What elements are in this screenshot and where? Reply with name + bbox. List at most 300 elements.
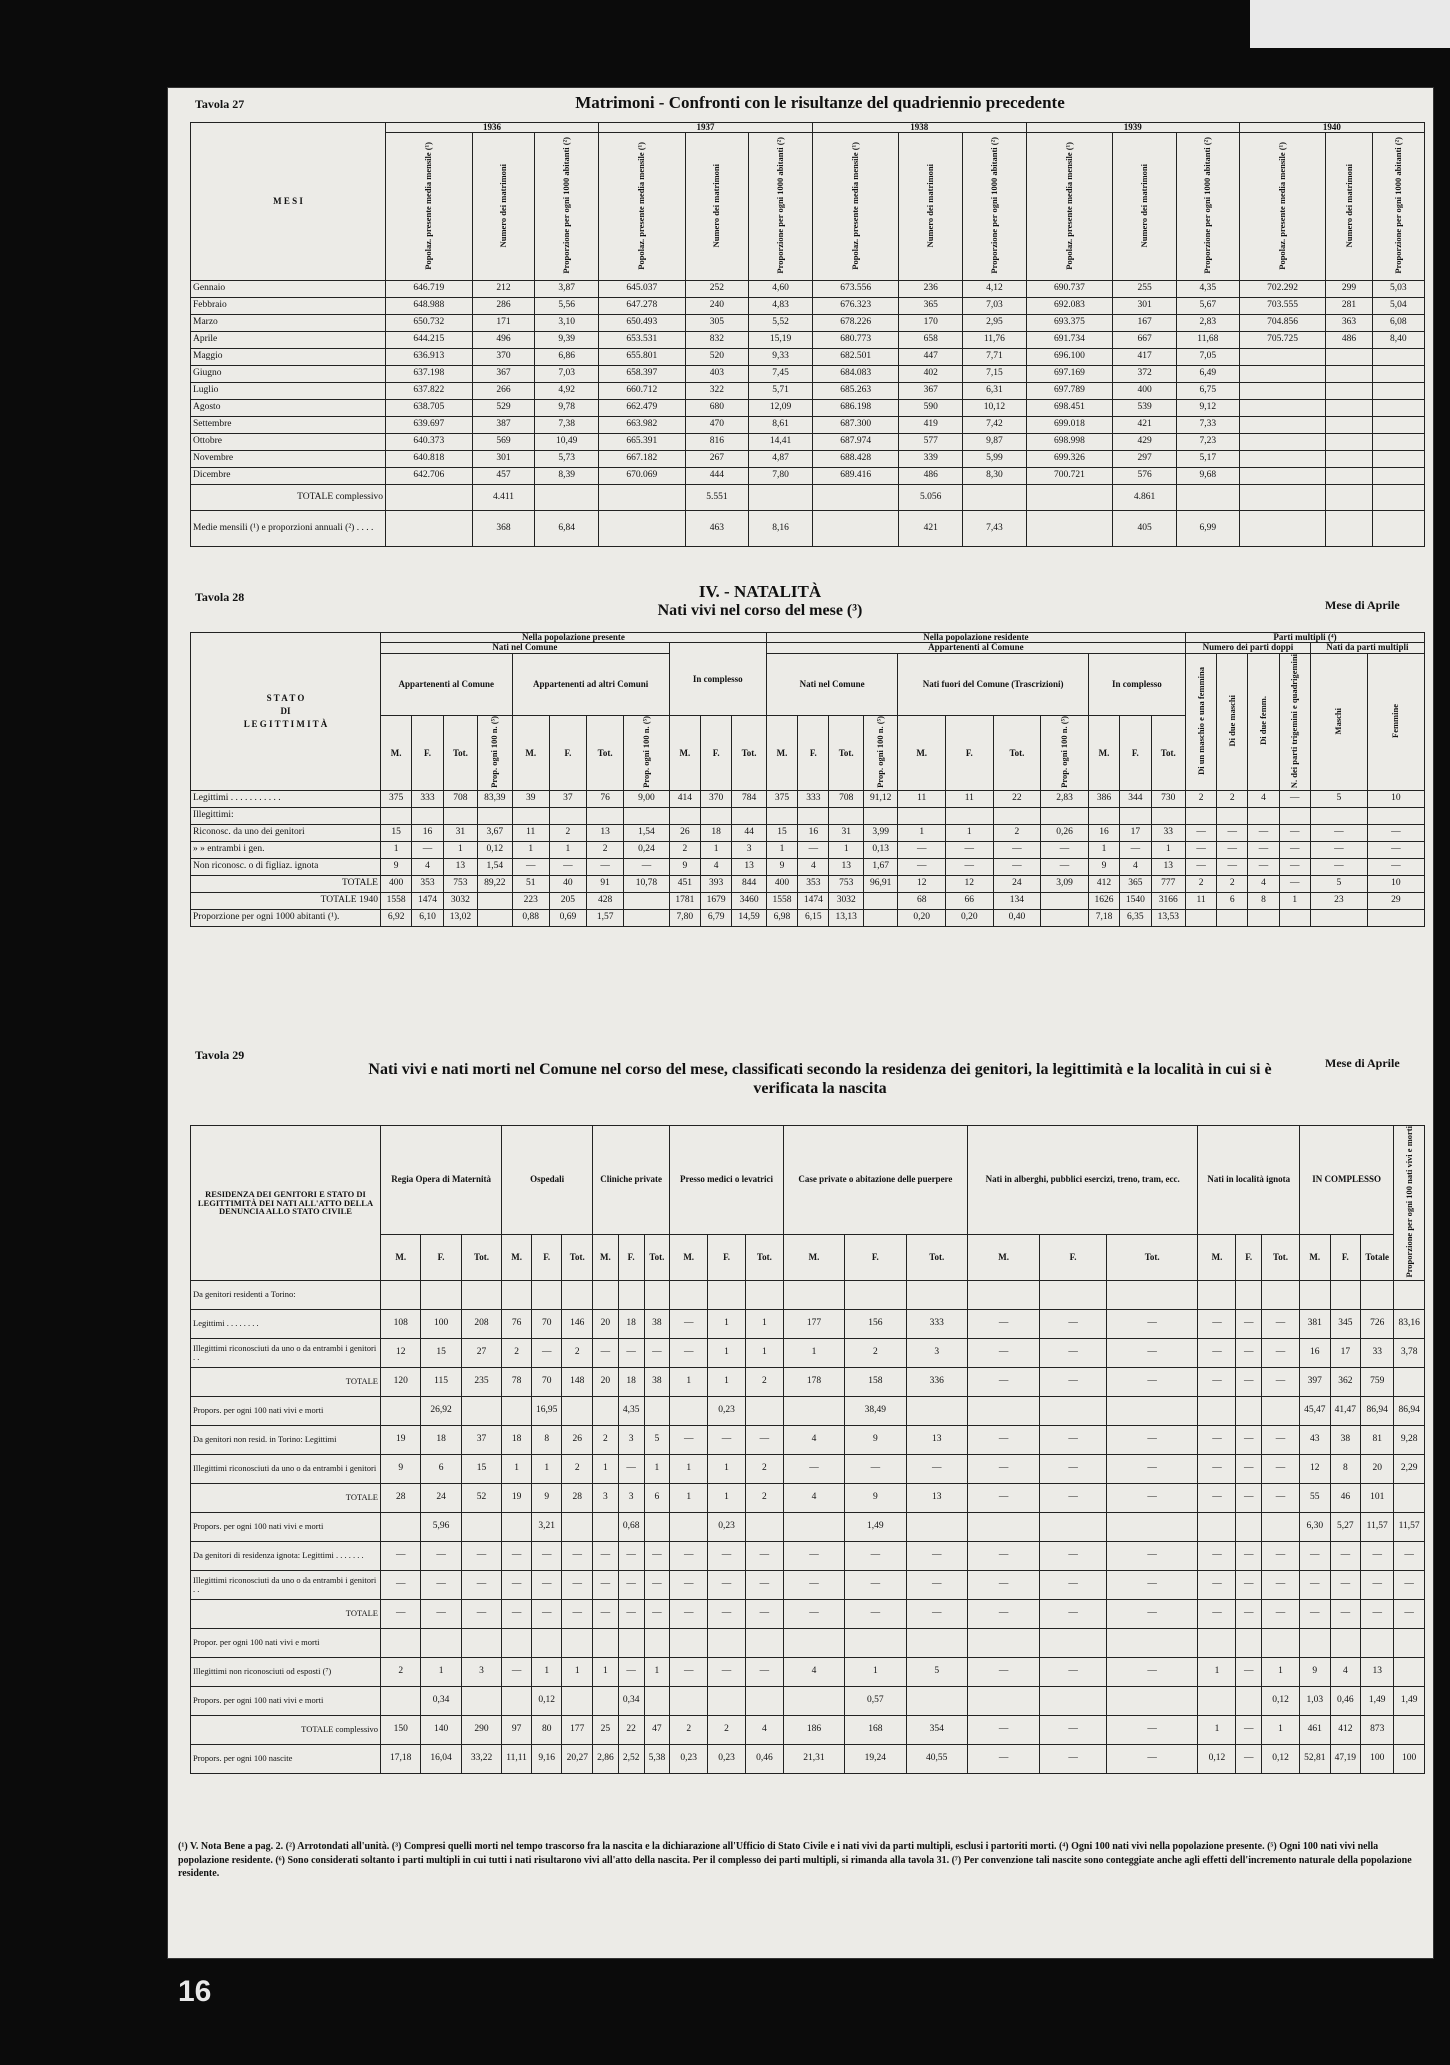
cell-value: 496	[472, 332, 535, 349]
cell-value: 372	[1113, 366, 1177, 383]
cell-value	[708, 1686, 746, 1715]
cell-value: —	[1217, 859, 1248, 876]
cell-value: 3,99	[863, 825, 897, 842]
cell-value	[624, 910, 669, 927]
appart-comune-header: Appartenenti al Comune	[381, 653, 513, 715]
cell-value: 687.300	[812, 417, 899, 434]
cell-value: 667	[1113, 332, 1177, 349]
cell-value: 0,46	[745, 1744, 783, 1773]
cell-value: 9	[381, 859, 412, 876]
cell-value: —	[1330, 1599, 1361, 1628]
cell-value: 17	[1120, 825, 1151, 842]
empty-cell	[386, 485, 473, 511]
cell-value: —	[1330, 1541, 1361, 1570]
cell-value: 1,57	[587, 910, 624, 927]
cell-value: 7,71	[963, 349, 1027, 366]
cell-value: —	[1300, 1599, 1331, 1628]
cell-value: 1626	[1088, 893, 1119, 910]
cell-value: 25	[593, 1715, 619, 1744]
table-row	[191, 1628, 1425, 1657]
cell-value: —	[1236, 1744, 1262, 1773]
col-maschio-femmina: Di un maschio e una femmina	[1195, 666, 1206, 775]
cell-value: 700.721	[1026, 468, 1113, 485]
cell-value: 6,15	[798, 910, 829, 927]
cell-value: —	[745, 1570, 783, 1599]
cell-value: —	[993, 859, 1041, 876]
cell-value: —	[845, 1570, 906, 1599]
row-label: Illegittimi riconosciuti da uno o da entrambi i genitori . .	[191, 1338, 381, 1367]
cell-value: 13	[1361, 1657, 1394, 1686]
cell-value: 2	[502, 1338, 532, 1367]
legittimita-label: L E G I T T I M I T À	[243, 719, 328, 730]
cell-value: —	[618, 1657, 644, 1686]
row-label: Propors. per ogni 100 nati vivi e morti	[191, 1512, 381, 1541]
cell-value: 11,57	[1394, 1512, 1425, 1541]
cell-value: —	[946, 859, 994, 876]
cell-value: 1	[1198, 1715, 1236, 1744]
cell-value: —	[1367, 825, 1424, 842]
cell-value	[1261, 1628, 1299, 1657]
row-label: Illegittimi:	[191, 808, 381, 825]
cell-value: 353	[798, 876, 829, 893]
cell-value: —	[898, 842, 946, 859]
cell-value	[1198, 1512, 1236, 1541]
cell-value: 6,98	[766, 910, 797, 927]
cell-value: 375	[381, 791, 412, 808]
cell-value: —	[1185, 859, 1216, 876]
cell-value: 17	[1330, 1338, 1361, 1367]
cell-value: 55	[1300, 1483, 1331, 1512]
cell-value: —	[967, 1715, 1039, 1744]
col-prop	[624, 716, 669, 791]
col-f: F.	[701, 716, 732, 791]
col-m: M.	[898, 716, 946, 791]
cell-value: —	[1394, 1541, 1425, 1570]
cell-value	[906, 1686, 967, 1715]
cell-value	[1041, 910, 1089, 927]
cell-value: 696.100	[1026, 349, 1113, 366]
cell-value: 51	[512, 876, 549, 893]
cell-value: —	[1198, 1599, 1236, 1628]
cell-value: 486	[1326, 332, 1372, 349]
cell-value: 1	[1261, 1657, 1299, 1686]
appart-altri-header: Appartenenti ad altri Comuni	[512, 653, 669, 715]
cell-value	[1106, 1396, 1198, 1425]
cell-value: 673.556	[812, 281, 899, 298]
table-row	[191, 1541, 1425, 1570]
cell-value: 344	[1120, 791, 1151, 808]
cell-value: 1558	[766, 893, 797, 910]
cell-value: 4	[783, 1425, 844, 1454]
cell-value: 33	[1151, 825, 1185, 842]
row-label: Illegittimi riconosciuti da uno o da entrambi i genitori . .	[191, 1570, 381, 1599]
cell-value: 12	[898, 876, 946, 893]
cell-value: 13	[829, 859, 863, 876]
cell-value: 2	[1185, 791, 1216, 808]
table-row	[191, 791, 1425, 808]
cell-value: 704.856	[1239, 315, 1326, 332]
cell-value: 70	[531, 1367, 562, 1396]
cell-value	[1198, 1396, 1236, 1425]
cell-value: —	[381, 1570, 421, 1599]
nati-comune-header: Nati nel Comune	[381, 643, 670, 653]
cell-value: 11	[512, 825, 549, 842]
tavola-28-period: Mese di Aprile	[1325, 598, 1400, 612]
cell-value	[562, 1512, 593, 1541]
cell-value: 9	[1300, 1657, 1331, 1686]
cell-value: 1	[512, 842, 549, 859]
cell-value: —	[461, 1570, 501, 1599]
cell-value: 832	[685, 332, 749, 349]
media-value: 421	[899, 511, 963, 547]
col-prop	[1041, 716, 1089, 791]
cell-value: 301	[472, 451, 535, 468]
cell-value: —	[1236, 1570, 1262, 1599]
cell-value: —	[670, 1338, 708, 1367]
cell-value: 2	[549, 825, 586, 842]
cell-value: 451	[669, 876, 700, 893]
col-f: F.	[618, 1234, 644, 1280]
cell-value: 0,12	[1261, 1686, 1299, 1715]
cell-value	[512, 808, 549, 825]
cell-value: 7,05	[1176, 349, 1239, 366]
cell-value: 4,60	[749, 281, 813, 298]
di-label: DI	[280, 706, 291, 717]
cell-value: 365	[899, 298, 963, 315]
cell-value: 590	[899, 400, 963, 417]
cell-value: 6,35	[1120, 910, 1151, 927]
cell-value	[1106, 1512, 1198, 1541]
cell-value: —	[1279, 842, 1310, 859]
cell-value: —	[1361, 1599, 1394, 1628]
cell-value: 18	[421, 1425, 461, 1454]
cell-value: 682.501	[812, 349, 899, 366]
cell-value: —	[798, 842, 829, 859]
cell-value: 70	[531, 1309, 562, 1338]
cell-value: —	[1106, 1425, 1198, 1454]
cell-value: —	[967, 1309, 1039, 1338]
cell-value: —	[1198, 1367, 1236, 1396]
cell-value: —	[967, 1425, 1039, 1454]
cell-value	[1040, 1512, 1107, 1541]
cell-value: 1	[549, 842, 586, 859]
cell-value: 2,95	[963, 315, 1027, 332]
cell-value: 816	[685, 434, 749, 451]
col-header	[535, 133, 599, 281]
cell-value	[1310, 808, 1367, 825]
cell-value	[1151, 808, 1185, 825]
cell-value: 6,08	[1372, 315, 1424, 332]
cell-value: 650.732	[386, 315, 473, 332]
cell-value: 1	[1151, 842, 1185, 859]
cell-value: —	[1106, 1338, 1198, 1367]
cell-value: 0,68	[618, 1512, 644, 1541]
cell-value: 16	[412, 825, 443, 842]
cell-value: 0,23	[670, 1744, 708, 1773]
cell-value: 76	[502, 1309, 532, 1338]
cell-value: —	[783, 1454, 844, 1483]
cell-value: 86,94	[1361, 1396, 1394, 1425]
cell-value: 2	[587, 842, 624, 859]
cell-value	[1239, 434, 1326, 451]
cell-value: 1	[845, 1657, 906, 1686]
cell-value: —	[708, 1570, 746, 1599]
cell-value: —	[531, 1541, 562, 1570]
cell-value: 2	[745, 1483, 783, 1512]
cell-value: —	[745, 1599, 783, 1628]
cell-value	[1300, 1628, 1331, 1657]
col-prop-label: Prop. ogni 100 n. (⁵)	[489, 716, 500, 788]
cell-value: 100	[1361, 1744, 1394, 1773]
cell-value: 86,94	[1394, 1396, 1425, 1425]
cell-value: —	[461, 1541, 501, 1570]
cell-value: 10	[1367, 876, 1424, 893]
cell-value: 11	[1185, 893, 1216, 910]
month-label: Maggio	[191, 349, 386, 366]
cell-value: 1	[593, 1657, 619, 1686]
col-f: F.	[531, 1234, 562, 1280]
col-due-femm: Di due femm.	[1258, 696, 1269, 746]
cell-value: —	[967, 1338, 1039, 1367]
cell-value: 83,39	[478, 791, 512, 808]
col-f: F.	[1330, 1234, 1361, 1280]
cell-value: —	[906, 1454, 967, 1483]
cell-value: 4	[783, 1483, 844, 1512]
cell-value: 6	[421, 1454, 461, 1483]
cell-value: 4,12	[963, 281, 1027, 298]
cell-value: 223	[512, 893, 549, 910]
col-header	[1372, 133, 1424, 281]
cell-value	[906, 1396, 967, 1425]
col-tot: Tot.	[644, 1234, 670, 1280]
cell-value	[593, 1628, 619, 1657]
cell-value	[1041, 808, 1089, 825]
group-header: Presso medici o levatrici	[670, 1126, 784, 1235]
total-value: 4.411	[472, 485, 535, 511]
cell-value: 0,34	[618, 1686, 644, 1715]
cell-value	[1236, 1396, 1262, 1425]
cell-value: —	[708, 1425, 746, 1454]
col-f: F.	[708, 1234, 746, 1280]
cell-value: —	[502, 1570, 532, 1599]
cell-value: 11	[946, 791, 994, 808]
row-label: Da genitori non resid. in Torino: Legittimi	[191, 1425, 381, 1454]
cell-value	[1279, 910, 1310, 927]
cell-value: —	[1236, 1454, 1262, 1483]
cell-value: 9,39	[535, 332, 599, 349]
cell-value: —	[845, 1454, 906, 1483]
year-header: 1936	[386, 123, 599, 133]
cell-value: 305	[685, 315, 749, 332]
month-label: Novembre	[191, 451, 386, 468]
table-row	[191, 825, 1425, 842]
table-row	[191, 1454, 1425, 1483]
cell-value: —	[1041, 859, 1089, 876]
cell-value: 1,49	[845, 1512, 906, 1541]
proporzione-value: 6,84	[535, 511, 599, 547]
cell-value: —	[1236, 1367, 1262, 1396]
group-presente: Nella popolazione presente	[381, 633, 767, 643]
cell-value: —	[1310, 842, 1367, 859]
nati-nel-comune-header: Nati nel Comune	[766, 653, 898, 715]
proporzione-value	[1372, 511, 1424, 547]
table-row	[191, 808, 1425, 825]
cell-value: —	[1198, 1338, 1236, 1367]
table-row	[191, 842, 1425, 859]
cell-value: 322	[685, 383, 749, 400]
cell-value: —	[587, 859, 624, 876]
cell-value: —	[461, 1599, 501, 1628]
page-number: 16	[178, 1975, 212, 2008]
group-header: Regia Opera di Maternità	[381, 1126, 502, 1235]
cell-value: 1	[1261, 1715, 1299, 1744]
cell-value: —	[745, 1657, 783, 1686]
cell-value: —	[1394, 1599, 1425, 1628]
cell-value: 637.822	[386, 383, 473, 400]
cell-value: 40,55	[906, 1744, 967, 1773]
cell-value: 345	[1330, 1309, 1361, 1338]
cell-value: 1	[421, 1657, 461, 1686]
cell-value: —	[898, 859, 946, 876]
cell-value: 400	[766, 876, 797, 893]
cell-value: —	[1367, 842, 1424, 859]
cell-value: 444	[685, 468, 749, 485]
cell-value: 140	[421, 1715, 461, 1744]
row-label: TOTALE complessivo	[191, 1715, 381, 1744]
cell-value: 726	[1361, 1309, 1394, 1338]
cell-value: —	[1261, 1599, 1299, 1628]
cell-value	[783, 1686, 844, 1715]
cell-value: 5,04	[1372, 298, 1424, 315]
col-m: M.	[593, 1234, 619, 1280]
cell-value	[1236, 1280, 1262, 1309]
cell-value: —	[967, 1744, 1039, 1773]
cell-value: 3	[593, 1483, 619, 1512]
cell-value: —	[967, 1454, 1039, 1483]
cell-value	[1106, 1686, 1198, 1715]
col-m: M.	[381, 716, 412, 791]
cell-value: 38	[644, 1309, 670, 1338]
cell-value: 640.373	[386, 434, 473, 451]
table-row	[191, 1396, 1425, 1425]
cell-value: 336	[906, 1367, 967, 1396]
cell-value: 52	[461, 1483, 501, 1512]
cell-value: —	[745, 1425, 783, 1454]
col-m: M.	[381, 1234, 421, 1280]
col-m: M.	[967, 1234, 1039, 1280]
cell-value: —	[593, 1541, 619, 1570]
empty-cell	[812, 511, 899, 547]
col-m: M.	[766, 716, 797, 791]
cell-value: —	[1106, 1599, 1198, 1628]
col-header-label: Popolaz. presente media mensile (¹)	[1277, 141, 1288, 270]
cell-value	[745, 1280, 783, 1309]
cell-value: 5,67	[1176, 298, 1239, 315]
cell-value: —	[1300, 1541, 1331, 1570]
cell-value: —	[1040, 1309, 1107, 1338]
cell-value: 539	[1113, 400, 1177, 417]
cell-value: 78	[502, 1367, 532, 1396]
table-row	[191, 451, 1425, 468]
tavola-28-title: Nati vivi nel corso del mese (³)	[657, 602, 863, 619]
cell-value: 12,09	[749, 400, 813, 417]
cell-value: 101	[1361, 1483, 1394, 1512]
cell-value: —	[1106, 1715, 1198, 1744]
cell-value	[1394, 1715, 1425, 1744]
cell-value	[1239, 383, 1326, 400]
cell-value	[461, 1280, 501, 1309]
cell-value: 699.326	[1026, 451, 1113, 468]
cell-value	[562, 1628, 593, 1657]
cell-value: —	[1367, 859, 1424, 876]
cell-value	[1088, 808, 1119, 825]
cell-value: 0,69	[549, 910, 586, 927]
cell-value	[1217, 910, 1248, 927]
cell-value	[845, 1628, 906, 1657]
cell-value: —	[1236, 1715, 1262, 1744]
cell-value: —	[906, 1570, 967, 1599]
cell-value	[1279, 808, 1310, 825]
births-by-place-table	[190, 1125, 1425, 1774]
cell-value	[1394, 1280, 1425, 1309]
row-label: TOTALE	[191, 1483, 381, 1512]
cell-value	[1198, 1280, 1236, 1309]
cell-value: —	[1198, 1454, 1236, 1483]
cell-value: 15	[461, 1454, 501, 1483]
cell-value: 12	[381, 1338, 421, 1367]
cell-value: 24	[421, 1483, 461, 1512]
cell-value: 205	[549, 893, 586, 910]
col-header-label: Popolaz. presente media mensile (¹)	[1064, 141, 1075, 270]
col-tot: Tot.	[562, 1234, 593, 1280]
month-label: Luglio	[191, 383, 386, 400]
cell-value: 642.706	[386, 468, 473, 485]
cell-value: 9,87	[963, 434, 1027, 451]
col-header-label: Proporzione per ogni 1000 abitanti (²)	[988, 137, 999, 274]
cell-value: 470	[685, 417, 749, 434]
cell-value: 1	[1088, 842, 1119, 859]
col-prop	[478, 716, 512, 791]
cell-value: 1	[644, 1657, 670, 1686]
cell-value	[946, 808, 994, 825]
cell-value: 658.397	[599, 366, 686, 383]
col-header-label: Proporzione per ogni 1000 abitanti (²)	[1202, 137, 1213, 274]
cell-value: —	[1261, 1570, 1299, 1599]
cell-value: 1	[946, 825, 994, 842]
cell-value: 6,86	[535, 349, 599, 366]
cell-value: —	[644, 1599, 670, 1628]
cell-value: 81	[1361, 1425, 1394, 1454]
cell-value: 15	[421, 1338, 461, 1367]
cell-value: —	[618, 1338, 644, 1367]
empty-cell	[535, 485, 599, 511]
in-complesso-header: In complesso	[669, 643, 766, 716]
cell-value	[1372, 468, 1424, 485]
cell-value: 14,59	[732, 910, 766, 927]
cell-value: —	[708, 1657, 746, 1686]
col-header	[599, 133, 686, 281]
table-row	[191, 400, 1425, 417]
col-m: M.	[1088, 716, 1119, 791]
cell-value: 12	[1300, 1454, 1331, 1483]
cell-value: —	[1236, 1541, 1262, 1570]
cell-value: 647.278	[599, 298, 686, 315]
tavola-29-title: Nati vivi e nati morti nel Comune nel corso del mese, classificati secondo la residenza dei genitori, la legittimità e la località in cui si è verificata la nascita	[368, 1061, 1272, 1098]
cell-value: 286	[472, 298, 535, 315]
cell-value: 400	[1113, 383, 1177, 400]
cell-value: 29	[1367, 893, 1424, 910]
cell-value: 0,23	[708, 1512, 746, 1541]
